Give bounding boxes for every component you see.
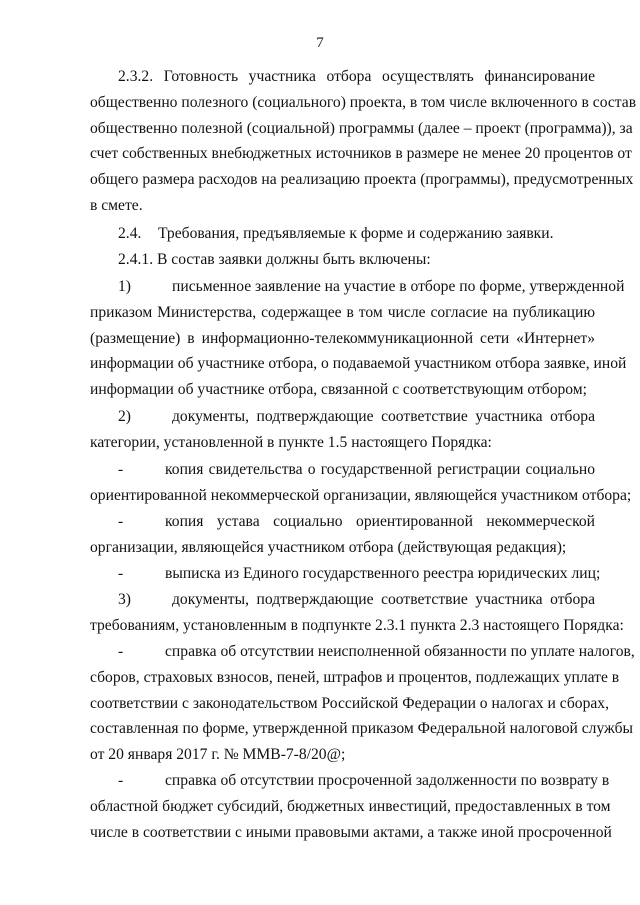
- text-line: информации об участнике отбора, о подаваемой участником отбора заявке, иной: [90, 355, 627, 373]
- text-line: [90, 274, 625, 300]
- list-item-3: [90, 587, 624, 639]
- dash-item: [90, 457, 632, 509]
- text-line: приказом Министерства, содержащее в том числе согласие на публикацию: [90, 303, 595, 321]
- text-line: [90, 457, 595, 483]
- text-line: общего размера расходов на реализацию проекта (программы), предусмотренных: [90, 171, 634, 189]
- text-line: соответствии с законодательством Российской Федерации о налогах и сборах,: [90, 694, 610, 712]
- text-span: копия свидетельства о государственной регистрации социально: [165, 461, 595, 478]
- text-line: 2.4.1. В состав заявки должны быть включены:: [118, 251, 431, 268]
- list-marker: -: [118, 565, 124, 582]
- list-marker: 1): [118, 278, 131, 295]
- text-line: [90, 768, 610, 794]
- dash-item: [90, 768, 612, 845]
- text-line: 2.3.2. Готовность участника отбора осуществлять финансирование: [118, 68, 595, 85]
- text-line: информации об участнике отбора, связанной с соответствующим отбором;: [90, 381, 588, 399]
- dash-item: [118, 561, 600, 587]
- text-line: от 20 января 2017 г. № ММВ-7-8/20@;: [90, 746, 346, 764]
- text-line: Требования, предъявляемые к форме и содержанию заявки.: [158, 225, 554, 242]
- list-item-1: [90, 274, 627, 403]
- list-marker: -: [118, 643, 124, 660]
- dash-item: [90, 639, 635, 768]
- section-number: 2.4.: [118, 225, 142, 242]
- text-line: сборов, страховых взносов, пеней, штрафов и процентов, подлежащих уплате в: [90, 668, 620, 686]
- text-span: справка об отсутствии просроченной задолженности по возврату в: [165, 772, 610, 789]
- text-line: счет собственных внебюджетных источников в размере не менее 20 процентов от: [90, 145, 632, 163]
- list-marker: -: [118, 461, 124, 478]
- dash-item: [90, 509, 595, 561]
- text-line: областной бюджет субсидий, бюджетных инвестиций, предоставленных в том: [90, 797, 611, 815]
- text-span: копия устава социально ориентированной некоммерческой: [165, 513, 595, 530]
- text-line: требованиям, установленным в подпункте 2.3.1 пункта 2.3 настоящего Порядка:: [90, 616, 624, 634]
- text-line: организации, являющейся участником отбора (действующая редакция);: [90, 538, 567, 556]
- text-line: [90, 404, 595, 430]
- text-span: документы, подтверждающие соответствие участника отбора: [172, 408, 595, 425]
- text-line: [90, 509, 595, 535]
- text-line: (размещение) в информационно-телекоммуникационной сети «Интернет»: [90, 329, 595, 347]
- list-marker: 2): [118, 408, 131, 425]
- list-item-2: [90, 404, 595, 456]
- text-line: [90, 587, 595, 613]
- paragraph-2-4-1: [118, 247, 431, 273]
- text-line: составленная по форме, утвержденной приказом Федеральной налоговой службы: [90, 720, 634, 738]
- text-span: документы, подтверждающие соответствие участника отбора: [172, 591, 595, 608]
- text-line: числе в соответствии с иными правовыми актами, а также иной просроченной: [90, 823, 612, 841]
- text-span: письменное заявление на участие в отборе по форме, утвержденной: [172, 278, 625, 295]
- text-line: выписка из Единого государственного реестра юридических лиц;: [165, 565, 601, 582]
- list-marker: -: [118, 513, 124, 530]
- text-span: справка об отсутствии неисполненной обязанности по уплате налогов,: [165, 643, 635, 660]
- text-line: [90, 639, 635, 665]
- text-line: категории, установленной в пункте 1.5 настоящего Порядка:: [90, 433, 492, 451]
- paragraph-2-4: [118, 221, 554, 247]
- text-line: общественно полезного (социального) проекта, в том числе включенного в состав: [90, 93, 637, 111]
- text-line: общественно полезной (социальной) программы (далее – проект (программа)), за: [90, 119, 633, 137]
- list-marker: 3): [118, 591, 131, 608]
- list-marker: -: [118, 772, 124, 789]
- page-number: 7: [316, 35, 324, 51]
- paragraph-2-3-2: [90, 64, 637, 219]
- text-line: ориентированной некоммерческой организации, являющейся участником отбора;: [90, 486, 632, 504]
- text-line: в смете.: [90, 196, 143, 214]
